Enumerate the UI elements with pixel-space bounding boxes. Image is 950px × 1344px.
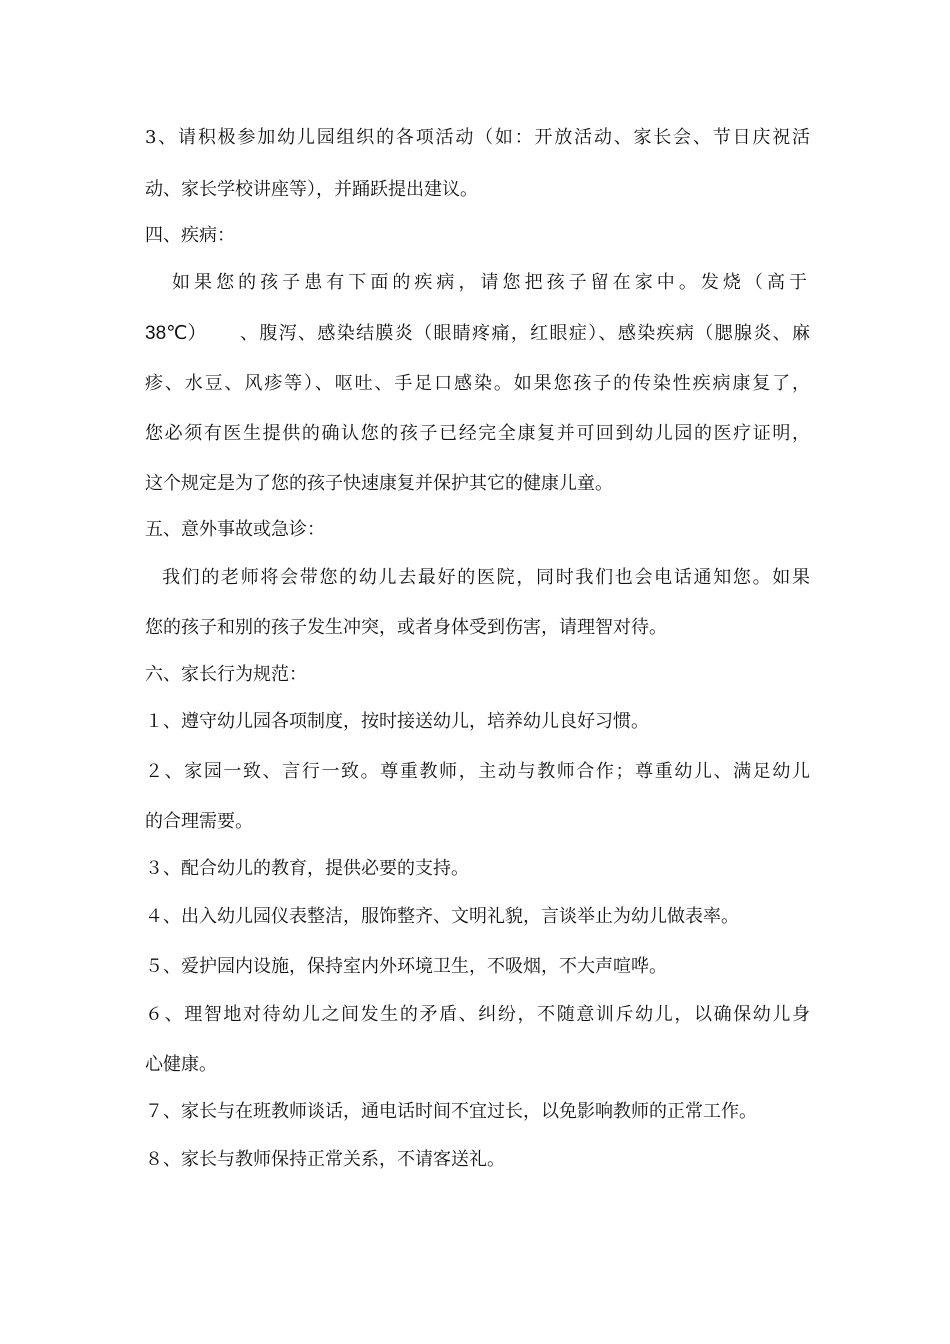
text-line: 3、请积极参加幼儿园组织的各项活动（如：开放活动、家长会、节日庆祝活	[145, 127, 810, 148]
list-item: ４、出入幼儿园仪表整洁，服饰整齐、文明礼貌，言谈举止为幼儿做表率。	[145, 906, 739, 927]
text-line: 您必须有医生提供的确认您的孩子已经完全康复并可回到幼儿园的医疗证明，	[145, 423, 810, 444]
list-item: １、遵守幼儿园各项制度，按时接送幼儿，培养幼儿良好习惯。	[145, 711, 649, 732]
list-item: ７、家长与在班教师谈话，通电话时间不宜过长，以免影响教师的正常工作。	[145, 1101, 757, 1122]
text-line: 的合理需要。	[145, 811, 253, 832]
text-line: 、腹泻、感染结膜炎（眼睛疼痛，红眼症）、感染疾病（腮腺炎、麻	[240, 323, 810, 344]
temperature-text: 38℃）	[145, 323, 207, 344]
list-item: ５、爱护园内设施，保持室内外环境卫生，不吸烟，不大声喧哗。	[145, 956, 667, 977]
text-line: 疹、水豆、风疹等）、呕吐、手足口感染。如果您孩子的传染性疾病康复了，	[145, 373, 810, 394]
list-item: ８、家长与教师保持正常关系，不请客送礼。	[145, 1149, 505, 1170]
section-heading: 四、疾病：	[145, 225, 235, 246]
text-line: 您的孩子和别的孩子发生冲突，或者身体受到伤害，请理智对待。	[145, 617, 667, 638]
text-line: 这个规定是为了您的孩子快速康复并保护其它的健康儿童。	[145, 473, 613, 494]
section-heading: 六、家长行为规范：	[145, 664, 307, 685]
text-line: 动、家长学校讲座等），并踊跃提出建议。	[145, 179, 478, 200]
list-item: ６、理智地对待幼儿之间发生的矛盾、纠纷，不随意训斥幼儿，以确保幼儿身	[145, 1004, 810, 1025]
text-line: 如果您的孩子患有下面的疾病，请您把孩子留在家中。发烧（高于	[172, 272, 810, 293]
list-item: ３、配合幼儿的教育，提供必要的支持。	[145, 858, 469, 879]
text-line: 心健康。	[145, 1054, 217, 1075]
section-heading: 五、意外事故或急诊：	[145, 519, 325, 540]
text-line: 我们的老师将会带您的幼儿去最好的医院，同时我们也会电话通知您。如果	[162, 567, 810, 588]
list-item: ２、家园一致、言行一致。尊重教师，主动与教师合作；尊重幼儿、满足幼儿	[145, 761, 810, 782]
